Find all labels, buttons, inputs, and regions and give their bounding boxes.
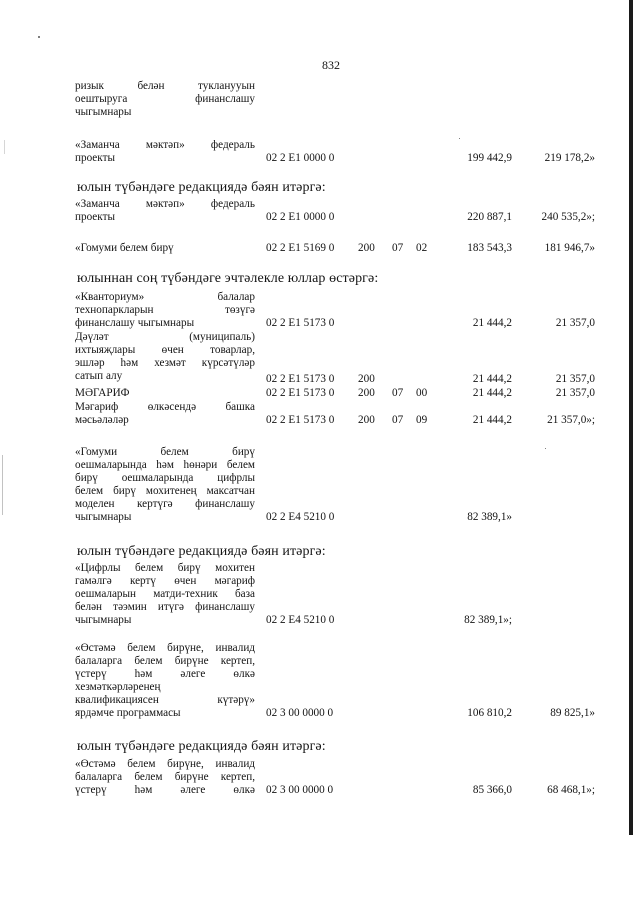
amount-2020: 219 178,2»: [544, 152, 595, 164]
instruction-heading: юлын түбәндәге редакциядә бәян итәргә:: [77, 739, 326, 754]
classification-code: 02 2 E1 5169 0: [266, 242, 335, 254]
amount-2019: 199 442,9: [467, 152, 512, 164]
amount-2019: 106 810,2: [467, 707, 512, 719]
row-label: «Гомуми белем бирү оешмаларында һәм һөнәри белем бирү оешмаларында цифрлы белем бирү мохитенең максатчан моделен кертүгә финанслашу чыгымнары: [75, 446, 255, 523]
classification-code: 02 2 E1 5173 0: [266, 317, 335, 329]
subsection-code: 00: [416, 387, 428, 399]
row-label: «Өстәмә белем бирүне, инвалид балаларга белем бирүне кертеп, үстерү һәм әлеге өлкә: [75, 758, 255, 796]
classification-code: 02 2 E1 5173 0: [266, 414, 335, 426]
row-label: «Цифрлы белем бирү мохитен гамәлгә кертү өчен мәгариф оешмаларын матди-техник база белән тәэмин итүгә финанслашу чыгымнары: [75, 562, 255, 626]
instruction-heading: юлыннан соң түбәндәге эчтәлекле юллар өстәргә:: [77, 271, 379, 286]
classification-code: 02 2 E1 0000 0: [266, 211, 335, 223]
amount-2019: 21 444,2: [472, 373, 512, 385]
amount-2020: 21 357,0: [555, 317, 595, 329]
classification-code: 02 3 00 0000 0: [266, 784, 334, 796]
amount-2019: 85 366,0: [472, 784, 512, 796]
amount-2020: 21 357,0»;: [547, 414, 595, 426]
section-code: 07: [392, 414, 404, 426]
row-label: Мәгариф өлкәсендә башка мәсьәләләр: [75, 401, 255, 426]
scan-speck: [459, 138, 460, 139]
classification-code: 02 2 E1 5173 0: [266, 387, 335, 399]
expense-type-code: 200: [358, 387, 375, 399]
scan-speck: [545, 448, 546, 449]
amount-2020: 240 535,2»;: [541, 211, 595, 223]
row-label: «Кванториум» балалар технопаркларын төзүгә финанслашу чыгымнары: [75, 291, 255, 329]
row-label: «Гомуми белем бирү: [75, 242, 174, 254]
instruction-heading: юлын түбәндәге редакциядә бәян итәргә:: [77, 544, 326, 559]
expense-type-code: 200: [358, 242, 375, 254]
section-code: 07: [392, 387, 404, 399]
section-code: 07: [392, 242, 404, 254]
classification-code: 02 2 E1 0000 0: [266, 152, 335, 164]
subsection-code: 02: [416, 242, 428, 254]
row-label: «Заманча мәктәп» федераль проекты: [75, 139, 255, 164]
expense-type-code: 200: [358, 373, 375, 385]
amount-2020: 68 468,1»;: [547, 784, 595, 796]
amount-2020: 21 357,0: [555, 373, 595, 385]
scan-speck: [38, 36, 40, 38]
row-label: Дәүләт (муниципаль) ихтыяҗлары өчен товарлар, эшләр һәм хезмәт күрсәтүләр сатып алу: [75, 331, 255, 382]
expense-type-code: 200: [358, 414, 375, 426]
amount-2019: 183 543,3: [467, 242, 512, 254]
classification-code: 02 3 00 0000 0: [266, 707, 334, 719]
page-number: 832: [322, 58, 340, 72]
amount-2019: 220 887,1: [467, 211, 512, 223]
classification-code: 02 2 E4 5210 0: [266, 511, 335, 523]
scan-margin-mark: [2, 455, 3, 515]
amount-2019: 82 389,1»: [467, 511, 512, 523]
amount-2019: 21 444,2: [472, 387, 512, 399]
classification-code: 02 2 E1 5173 0: [266, 373, 335, 385]
row-label: ризык белән тукланууын оештыруга финанслашу чыгымнары: [75, 80, 255, 118]
row-label: «Өстәмә белем бирүне, инвалид балаларга белем бирүне кертеп, үстерү һәм әлеге өлкә хезмәткәрләренең квалификациясен күтәрү» ярдәмче программасы: [75, 642, 255, 719]
subsection-code: 09: [416, 414, 428, 426]
amount-2019: 82 389,1»;: [464, 614, 512, 626]
amount-2019: 21 444,2: [472, 317, 512, 329]
amount-2020: 21 357,0: [555, 387, 595, 399]
row-label: МӘГАРИФ: [75, 387, 130, 399]
instruction-heading: юлын түбәндәге редакциядә бәян итәргә:: [77, 180, 326, 195]
amount-2019: 21 444,2: [472, 414, 512, 426]
classification-code: 02 2 E4 5210 0: [266, 614, 335, 626]
amount-2020: 89 825,1»: [550, 707, 595, 719]
scan-edge-bar: [629, 0, 633, 835]
amount-2020: 181 946,7»: [544, 242, 595, 254]
row-label: «Заманча мәктәп» федераль проекты: [75, 198, 255, 223]
scan-margin-mark: [4, 140, 5, 154]
